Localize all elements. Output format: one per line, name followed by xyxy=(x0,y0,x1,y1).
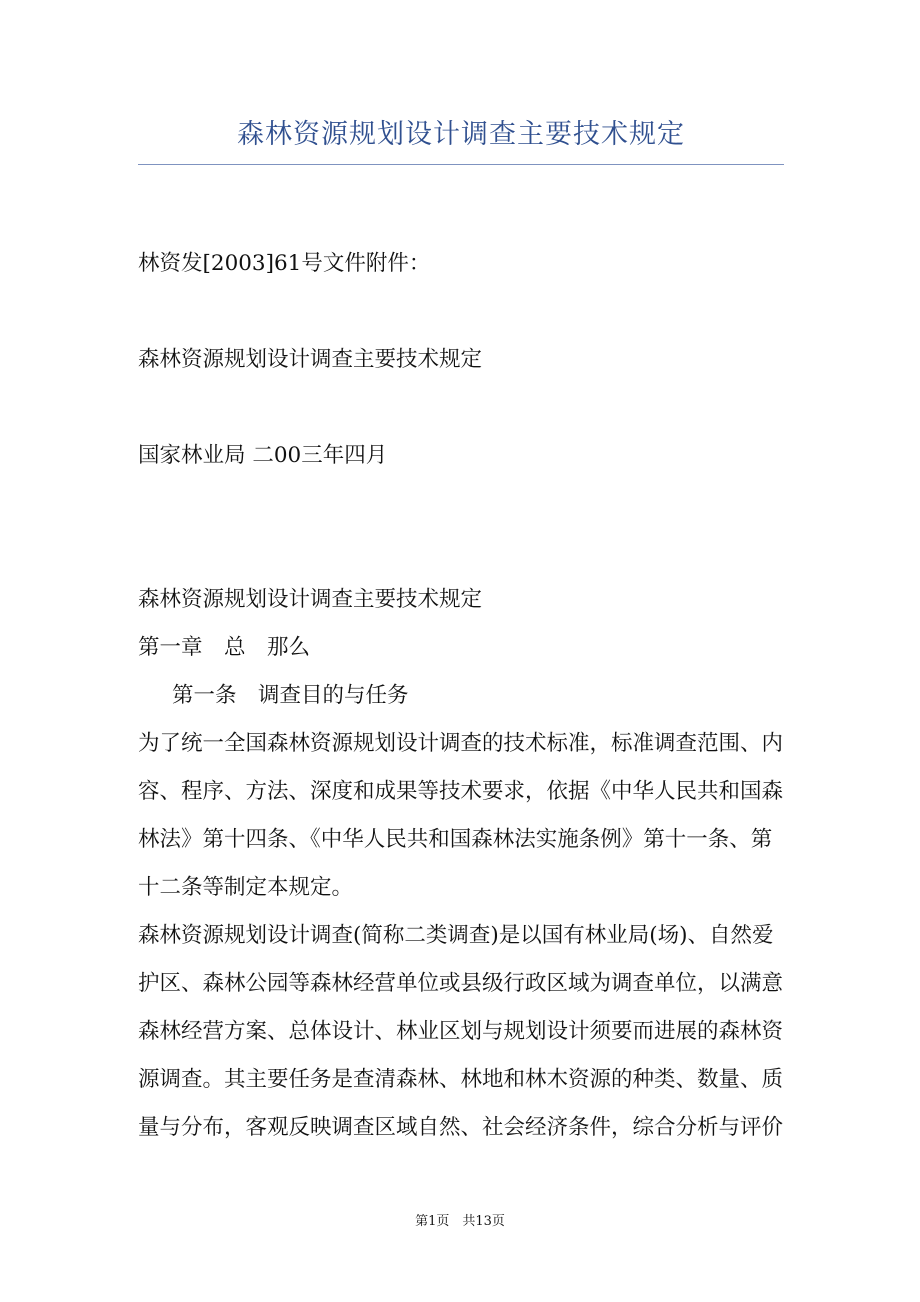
doc-number: 林资发[2003]61号文件附件： xyxy=(138,251,431,276)
page-footer: 第1页 共13页 xyxy=(415,1214,505,1229)
paragraph-line: 十二条等制定本规定。 xyxy=(138,875,354,900)
issuer-date: 国家林业局 二00三年四月 xyxy=(138,443,388,468)
chapter-heading: 第一章 总 那么 xyxy=(138,635,311,660)
article-heading: 第一条 调查目的与任务 xyxy=(172,683,409,708)
paragraph-line: 源调查。其主要任务是查清森林、林地和林木资源的种类、数量、质 xyxy=(138,1067,784,1092)
paragraph-line: 森林经营方案、总体设计、林业区划与规划设计须要而进展的森林资 xyxy=(138,1019,784,1044)
paragraph-line: 为了统一全国森林资源规划设计调查的技术标准，标准调查范围、内 xyxy=(138,731,784,756)
page-header-title: 森林资源规划设计调查主要技术规定 xyxy=(237,119,685,150)
section-title: 森林资源规划设计调查主要技术规定 xyxy=(138,587,483,612)
paragraph-line: 量与分布，客观反映调查区域自然、社会经济条件，综合分析与评价 xyxy=(138,1115,784,1140)
paragraph-line: 护区、森林公园等森林经营单位或县级行政区域为调查单位，以满意 xyxy=(138,971,784,996)
doc-title: 森林资源规划设计调查主要技术规定 xyxy=(138,347,483,372)
paragraph-line: 林法》第十四条、《中华人民共和国森林法实施条例》第十一条、第 xyxy=(138,827,773,852)
paragraph-line: 容、程序、方法、深度和成果等技术要求，依据《中华人民共和国森 xyxy=(138,779,784,804)
header-divider xyxy=(138,164,784,165)
paragraph-line: 森林资源规划设计调查(简称二类调查)是以国有林业局(场)、自然爱 xyxy=(138,923,774,948)
